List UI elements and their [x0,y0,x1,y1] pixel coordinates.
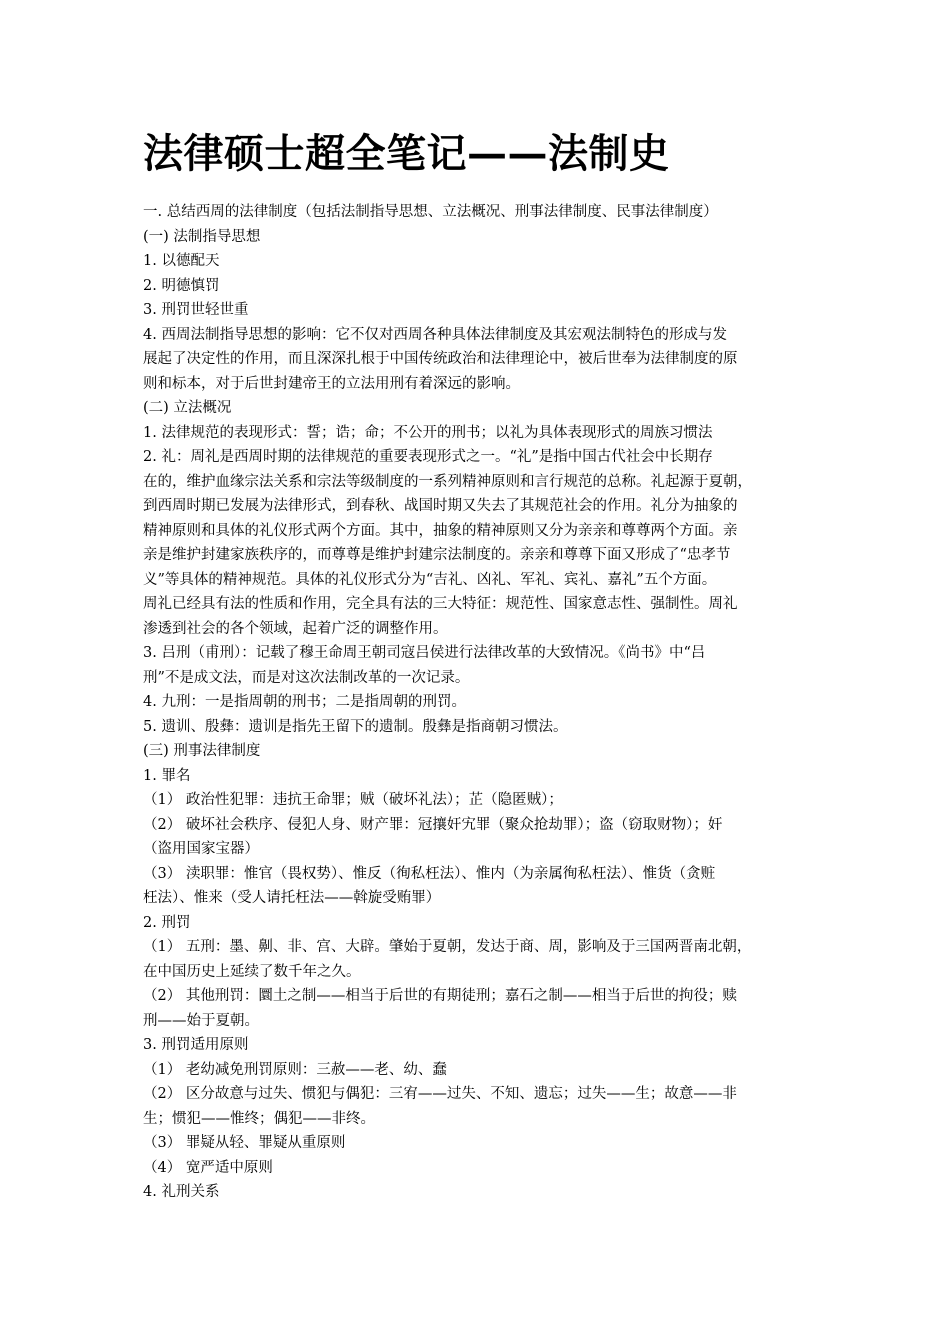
text-line: (一) 法制指导思想 [143,228,261,245]
text-line: 4. 西周法制指导思想的影响：它不仅对西周各种具体法律制度及其宏观法制特色的形成与发 [143,326,727,343]
text-line: 在的，维护血缘宗法关系和宗法等级制度的一系列精神原则和言行规范的总称。礼起源于夏朝， [143,473,752,490]
text-line: 3. 刑罚世轻世重 [143,302,249,318]
text-line: （盗用国家宝器） [143,841,259,857]
text-line: 生；惯犯——惟终；偶犯——非终。 [143,1110,375,1127]
text-line: (二) 立法概况 [143,400,232,416]
text-line: 则和标本，对于后世封建帝王的立法用刑有着深远的影响。 [143,375,520,392]
text-line: 渗透到社会的各个领域，起着广泛的调整作用。 [143,620,448,637]
document-body [143,200,811,1205]
text-line: 2. 明德慎罚 [143,277,220,294]
text-line: 4. 礼刑关系 [143,1184,220,1200]
text-line: 2. 礼：周礼是西周时期的法律规范的重要表现形式之一。“礼”是指中国古代社会中长期存 [143,449,713,465]
text-line: （1） 老幼减免刑罚原则：三赦——老、幼、蠢 [143,1061,447,1078]
text-line: 3. 刑罚适用原则 [143,1037,249,1053]
text-line: 到西周时期已发展为法律形式，到春秋、战国时期又失去了其规范社会的作用。礼分为抽象的 [143,498,738,514]
text-line: 2. 刑罚 [143,914,191,931]
text-line: 3. 吕刑（甫刑）：记载了穆王命周王朝司寇吕侯进行法律改革的大致情况。《尚书》中“吕 [143,645,706,661]
text-line: （4） 宽严适中原则 [143,1159,273,1176]
text-line: 周礼已经具有法的性质和作用，完全具有法的三大特征：规范性、国家意志性、强制性。周礼 [143,596,738,612]
text-line: 5. 遗训、殷彝：遗训是指先王留下的遗制。殷彝是指商朝习惯法。 [143,718,568,735]
document-title: 法律硕士超全笔记——法制史 [143,130,670,177]
text-line: 枉法）、惟来（受人请托枉法——斡旋受贿罪） [143,890,441,906]
text-line: （3） 罪疑从轻、罪疑从重原则 [143,1135,346,1151]
text-line: （3） 渎职罪：惟官（畏权势）、惟反（徇私枉法）、惟内（为亲属徇私枉法）、惟货（贪赃 [143,865,716,882]
text-line: 展起了决定性的作用，而且深深扎根于中国传统政治和法律理论中，被后世奉为法律制度的原 [143,351,738,367]
text-line: （2） 其他刑罚：圜土之制——相当于后世的有期徒刑；嘉石之制——相当于后世的拘役；赎 [143,988,737,1004]
text-line: 刑”不是成文法，而是对这次法制改革的一次记录。 [143,669,470,686]
text-line: (三) 刑事法律制度 [143,743,261,759]
text-line: （1） 五刑：墨、劓、非、宫、大辟。肇始于夏朝，发达于商、周，影响及于三国两晋南北朝， [143,939,752,955]
text-line: 一. 总结西周的法律制度（包括法制指导思想、立法概况、刑事法律制度、民事法律制度） [143,204,718,220]
text-line: （2） 破坏社会秩序、侵犯人身、财产罪：冠攘奸宄罪（聚众抢劫罪）；盗（窃取财物）；奸 [143,816,723,833]
text-line: 亲是维护封建家族秩序的，而尊尊是维护封建宗法制度的。亲亲和尊尊下面又形成了“忠孝节 [143,547,731,563]
text-line: 1. 以德配天 [143,253,220,269]
text-line: 1. 法律规范的表现形式：誓；诰；命；不公开的刑书；以礼为具体表现形式的周族习惯法 [143,424,713,441]
text-line: 4. 九刑：一是指周朝的刑书；二是指周朝的刑罚。 [143,694,466,710]
text-line: 刑——始于夏朝。 [143,1012,259,1029]
text-line: （2） 区分故意与过失、惯犯与偶犯：三宥——过失、不知、遗忘；过失——生；故意——非 [143,1086,737,1102]
text-line: （1） 政治性犯罪：违抗王命罪；贼（破坏礼法）；芷（隐匿贼）； [143,792,563,808]
text-line: 在中国历史上延续了数千年之久。 [143,963,361,980]
text-line: 精神原则和具体的礼仪形式两个方面。其中，抽象的精神原则又分为亲亲和尊尊两个方面。亲 [143,522,738,539]
text-line: 1. 罪名 [143,767,191,784]
text-line: 义”等具体的精神规范。具体的礼仪形式分为“吉礼、凶礼、军礼、宾礼、嘉礼”五个方面。 [143,571,717,588]
